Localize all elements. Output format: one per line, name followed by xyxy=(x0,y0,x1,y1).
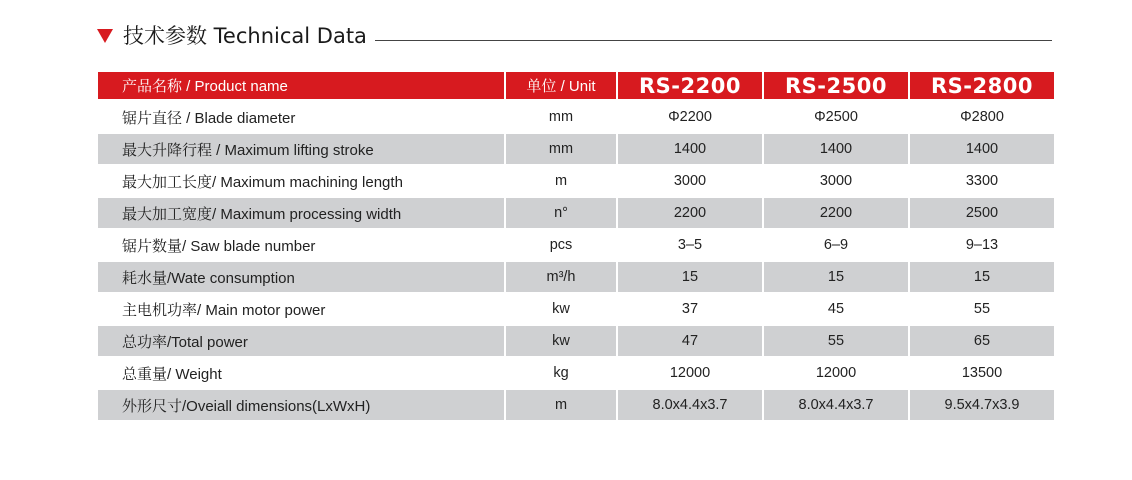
header-model-rs-2800: RS-2800 xyxy=(910,72,1054,102)
row-value: 3–5 xyxy=(618,230,762,262)
row-value: 55 xyxy=(764,326,908,358)
row-unit: mm xyxy=(506,134,616,166)
header-product-name: 产品名称 / Product name xyxy=(98,72,504,102)
row-value: 15 xyxy=(618,262,762,294)
header-unit: 单位 / Unit xyxy=(506,72,616,102)
table-header-row xyxy=(98,72,1054,102)
technical-data-table xyxy=(96,72,1056,422)
row-value: 47 xyxy=(618,326,762,358)
row-label: 最大加工宽度/ Maximum processing width xyxy=(98,198,504,230)
row-value: Φ2200 xyxy=(618,102,762,134)
table-row xyxy=(98,134,1054,166)
row-label: 锯片数量/ Saw blade number xyxy=(98,230,504,262)
row-label: 外形尺寸/Oveiall dimensions(LxWxH) xyxy=(98,390,504,422)
row-unit: kw xyxy=(506,294,616,326)
row-value: 55 xyxy=(910,294,1054,326)
row-value: 3000 xyxy=(764,166,908,198)
row-label: 主电机功率/ Main motor power xyxy=(98,294,504,326)
title-divider xyxy=(375,40,1052,41)
row-value: 45 xyxy=(764,294,908,326)
row-value: 2200 xyxy=(764,198,908,230)
row-label: 最大升降行程 / Maximum lifting stroke xyxy=(98,134,504,166)
row-unit: kg xyxy=(506,358,616,390)
row-value: 8.0x4.4x3.7 xyxy=(618,390,762,422)
row-label: 锯片直径 / Blade diameter xyxy=(98,102,504,134)
table-row xyxy=(98,230,1054,262)
table-row xyxy=(98,262,1054,294)
row-value: 9.5x4.7x3.9 xyxy=(910,390,1054,422)
row-value: 2500 xyxy=(910,198,1054,230)
row-label: 最大加工长度/ Maximum machining length xyxy=(98,166,504,198)
row-label: 总重量/ Weight xyxy=(98,358,504,390)
row-unit: m xyxy=(506,390,616,422)
table-row xyxy=(98,294,1054,326)
table-row xyxy=(98,166,1054,198)
row-unit: kw xyxy=(506,326,616,358)
section-title: 技术参数 Technical Data xyxy=(123,24,367,48)
table-row xyxy=(98,358,1054,390)
row-value: 65 xyxy=(910,326,1054,358)
row-value: 1400 xyxy=(618,134,762,166)
row-unit: n° xyxy=(506,198,616,230)
table-row xyxy=(98,326,1054,358)
triangle-down-icon xyxy=(97,29,113,43)
row-unit: mm xyxy=(506,102,616,134)
row-value: 9–13 xyxy=(910,230,1054,262)
row-value: 12000 xyxy=(764,358,908,390)
row-value: 2200 xyxy=(618,198,762,230)
row-unit: m³/h xyxy=(506,262,616,294)
row-value: 3000 xyxy=(618,166,762,198)
row-value: 15 xyxy=(910,262,1054,294)
header-model-rs-2200: RS-2200 xyxy=(618,72,762,102)
row-unit: pcs xyxy=(506,230,616,262)
row-label: 总功率/Total power xyxy=(98,326,504,358)
row-value: 1400 xyxy=(910,134,1054,166)
row-label: 耗水量/Wate consumption xyxy=(98,262,504,294)
row-value: 37 xyxy=(618,294,762,326)
row-value: 13500 xyxy=(910,358,1054,390)
row-value: Φ2800 xyxy=(910,102,1054,134)
section-header xyxy=(97,20,1052,50)
row-value: 8.0x4.4x3.7 xyxy=(764,390,908,422)
table-row xyxy=(98,198,1054,230)
row-value: 6–9 xyxy=(764,230,908,262)
table-row xyxy=(98,102,1054,134)
row-unit: m xyxy=(506,166,616,198)
table-row xyxy=(98,390,1054,422)
row-value: Φ2500 xyxy=(764,102,908,134)
row-value: 12000 xyxy=(618,358,762,390)
header-model-rs-2500: RS-2500 xyxy=(764,72,908,102)
row-value: 15 xyxy=(764,262,908,294)
row-value: 1400 xyxy=(764,134,908,166)
row-value: 3300 xyxy=(910,166,1054,198)
